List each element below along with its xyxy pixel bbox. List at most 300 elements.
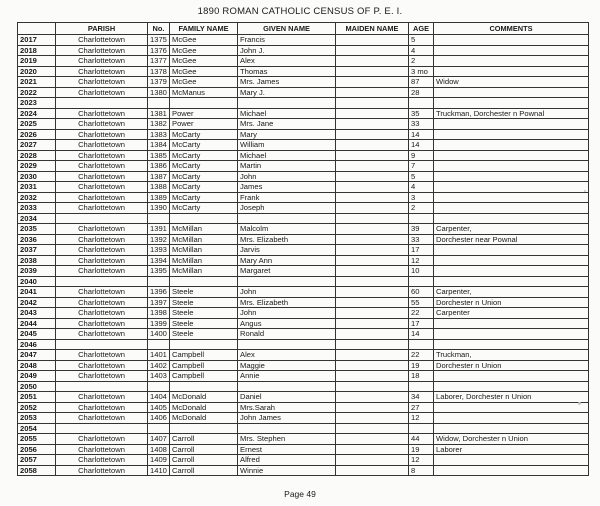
row-number: 2034 [18,213,56,224]
row-number: 2045 [18,329,56,340]
row-number: 2055 [18,434,56,445]
parish-cell: Charlottetown [56,245,148,256]
comments-cell: Widow [434,77,589,88]
given-name-cell: James [238,182,336,193]
comments-cell: Carpenter [434,308,589,319]
age-cell: 55 [409,297,434,308]
table-header-row [18,23,589,35]
parish-cell: Charlottetown [56,329,148,340]
comments-cell: Laborer [434,444,589,455]
maiden-name-cell [336,434,409,445]
family-name-cell: McGee [170,56,238,67]
number-cell: 1400 [148,329,170,340]
number-cell: 1398 [148,308,170,319]
comments-cell [434,371,589,382]
family-name-cell: McMillan [170,266,238,277]
number-cell: 1399 [148,318,170,329]
parish-cell [56,98,148,109]
age-cell: 39 [409,224,434,235]
parish-cell: Charlottetown [56,255,148,266]
given-name-cell: Alex [238,56,336,67]
row-number: 2042 [18,297,56,308]
row-number: 2041 [18,287,56,298]
parish-cell: Charlottetown [56,297,148,308]
given-name-cell: John [238,171,336,182]
row-number: 2025 [18,119,56,130]
given-name-cell: Mrs. James [238,77,336,88]
given-name-cell: Michael [238,150,336,161]
table-row [18,434,589,445]
maiden-name-cell [336,161,409,172]
row-number: 2017 [18,35,56,46]
number-cell: 1407 [148,434,170,445]
table-row [18,224,589,235]
given-name-cell: John [238,308,336,319]
maiden-name-cell [336,318,409,329]
comments-cell [434,98,589,109]
number-cell: 1408 [148,444,170,455]
parish-cell: Charlottetown [56,161,148,172]
number-cell: 1403 [148,371,170,382]
maiden-name-cell [336,276,409,287]
row-number: 2037 [18,245,56,256]
family-name-cell: McMillan [170,255,238,266]
age-cell: 14 [409,129,434,140]
table-row [18,350,589,361]
family-name-cell: McMillan [170,245,238,256]
parish-cell: Charlottetown [56,465,148,476]
age-cell: 27 [409,402,434,413]
maiden-name-cell [336,423,409,434]
table-row [18,276,589,287]
number-cell: 1390 [148,203,170,214]
number-cell: 1395 [148,266,170,277]
number-cell [148,213,170,224]
given-name-cell: Alfred [238,455,336,466]
family-name-cell: McDonald [170,392,238,403]
family-name-cell: McGee [170,45,238,56]
table-row [18,381,589,392]
header-comments: COMMENTS [434,23,589,35]
parish-cell: Charlottetown [56,224,148,235]
parish-cell: Charlottetown [56,392,148,403]
maiden-name-cell [336,392,409,403]
number-cell: 1409 [148,455,170,466]
age-cell: 2 [409,56,434,67]
row-number: 2029 [18,161,56,172]
given-name-cell: Mary [238,129,336,140]
maiden-name-cell [336,255,409,266]
family-name-cell: McCarty [170,161,238,172]
parish-cell: Charlottetown [56,444,148,455]
maiden-name-cell [336,119,409,130]
table-row [18,318,589,329]
maiden-name-cell [336,182,409,193]
row-number: 2024 [18,108,56,119]
row-number: 2050 [18,381,56,392]
parish-cell: Charlottetown [56,129,148,140]
family-name-cell: McCarty [170,129,238,140]
number-cell: 1401 [148,350,170,361]
row-number: 2040 [18,276,56,287]
maiden-name-cell [336,350,409,361]
number-cell [148,98,170,109]
table-row [18,150,589,161]
family-name-cell: McCarty [170,192,238,203]
family-name-cell [170,339,238,350]
family-name-cell: McCarty [170,203,238,214]
table-row [18,108,589,119]
table-row [18,360,589,371]
maiden-name-cell [336,266,409,277]
table-row [18,192,589,203]
maiden-name-cell [336,297,409,308]
age-cell [409,276,434,287]
number-cell: 1375 [148,35,170,46]
row-number: 2030 [18,171,56,182]
parish-cell: Charlottetown [56,56,148,67]
maiden-name-cell [336,329,409,340]
family-name-cell: McMillan [170,234,238,245]
maiden-name-cell [336,129,409,140]
number-cell: 1404 [148,392,170,403]
table-row [18,98,589,109]
comments-cell [434,56,589,67]
table-row [18,182,589,193]
comments-cell [434,45,589,56]
family-name-cell: McManus [170,87,238,98]
parish-cell: Charlottetown [56,413,148,424]
given-name-cell: Jarvis [238,245,336,256]
page-number: Page 49 [284,489,316,499]
parish-cell [56,276,148,287]
family-name-cell: Carroll [170,434,238,445]
comments-cell [434,276,589,287]
row-number: 2021 [18,77,56,88]
number-cell: 1406 [148,413,170,424]
comments-cell: Truckman, Dorchester n Pownal [434,108,589,119]
parish-cell: Charlottetown [56,360,148,371]
comments-cell [434,119,589,130]
table-row [18,339,589,350]
age-cell [409,423,434,434]
row-number: 2053 [18,413,56,424]
number-cell: 1405 [148,402,170,413]
parish-cell [56,381,148,392]
maiden-name-cell [336,371,409,382]
family-name-cell: Carroll [170,465,238,476]
given-name-cell: Ronald [238,329,336,340]
given-name-cell: William [238,140,336,151]
age-cell: 33 [409,119,434,130]
family-name-cell [170,276,238,287]
parish-cell: Charlottetown [56,234,148,245]
number-cell: 1378 [148,66,170,77]
comments-cell [434,245,589,256]
given-name-cell: Thomas [238,66,336,77]
age-cell: 28 [409,87,434,98]
comments-cell: Truckman, [434,350,589,361]
parish-cell: Charlottetown [56,140,148,151]
age-cell: 5 [409,171,434,182]
family-name-cell: McGee [170,35,238,46]
number-cell: 1389 [148,192,170,203]
comments-cell [434,171,589,182]
row-number: 2052 [18,402,56,413]
number-cell: 1383 [148,129,170,140]
table-row [18,308,589,319]
table-row [18,161,589,172]
header-family-name: FAMILY NAME [170,23,238,35]
given-name-cell: Mrs. Elizabeth [238,297,336,308]
row-number: 2057 [18,455,56,466]
maiden-name-cell [336,455,409,466]
table-row [18,234,589,245]
given-name-cell: Ernest [238,444,336,455]
comments-cell [434,161,589,172]
age-cell: 12 [409,455,434,466]
parish-cell: Charlottetown [56,35,148,46]
parish-cell: Charlottetown [56,87,148,98]
maiden-name-cell [336,213,409,224]
row-number: 2043 [18,308,56,319]
comments-cell: Carpenter, [434,287,589,298]
row-number: 2036 [18,234,56,245]
maiden-name-cell [336,140,409,151]
parish-cell: Charlottetown [56,192,148,203]
comments-cell: Widow, Dorchester n Union [434,434,589,445]
age-cell: 5 [409,35,434,46]
age-cell: 60 [409,287,434,298]
given-name-cell: Frank [238,192,336,203]
row-number: 2028 [18,150,56,161]
comments-cell [434,203,589,214]
parish-cell: Charlottetown [56,66,148,77]
family-name-cell: McDonald [170,402,238,413]
comments-cell [434,192,589,203]
table-row [18,255,589,266]
maiden-name-cell [336,35,409,46]
given-name-cell [238,276,336,287]
age-cell: 44 [409,434,434,445]
parish-cell: Charlottetown [56,77,148,88]
given-name-cell: Mrs. Stephen [238,434,336,445]
maiden-name-cell [336,98,409,109]
family-name-cell: Power [170,108,238,119]
table-row [18,402,589,413]
given-name-cell: Mrs. Elizabeth [238,234,336,245]
age-cell: 19 [409,444,434,455]
row-number: 2038 [18,255,56,266]
maiden-name-cell [336,108,409,119]
age-cell: 18 [409,371,434,382]
parish-cell: Charlottetown [56,287,148,298]
table-row [18,371,589,382]
number-cell: 1387 [148,171,170,182]
comments-cell [434,465,589,476]
number-cell: 1396 [148,287,170,298]
number-cell: 1380 [148,87,170,98]
table-row [18,119,589,130]
number-cell: 1394 [148,255,170,266]
number-cell: 1410 [148,465,170,476]
age-cell [409,98,434,109]
given-name-cell: Winnie [238,465,336,476]
given-name-cell [238,98,336,109]
age-cell: 4 [409,45,434,56]
parish-cell [56,339,148,350]
parish-cell [56,423,148,434]
number-cell: 1397 [148,297,170,308]
header-number: No. [148,23,170,35]
comments-cell [434,213,589,224]
header-row-number [18,23,56,35]
age-cell: 2 [409,203,434,214]
table-row [18,45,589,56]
family-name-cell: McCarty [170,182,238,193]
age-cell: 12 [409,255,434,266]
comments-cell [434,329,589,340]
comments-cell [434,255,589,266]
age-cell: 22 [409,308,434,319]
family-name-cell: Steele [170,318,238,329]
row-number: 2047 [18,350,56,361]
census-table [17,22,589,476]
row-number: 2018 [18,45,56,56]
given-name-cell: Mary J. [238,87,336,98]
comments-cell: Dorchester n Union [434,360,589,371]
table-row [18,465,589,476]
table-row [18,297,589,308]
number-cell: 1402 [148,360,170,371]
given-name-cell: Angus [238,318,336,329]
age-cell [409,381,434,392]
maiden-name-cell [336,465,409,476]
family-name-cell: Carroll [170,455,238,466]
row-number: 2046 [18,339,56,350]
comments-cell [434,150,589,161]
comments-cell [434,140,589,151]
family-name-cell [170,98,238,109]
age-cell: 3 mo [409,66,434,77]
age-cell: 87 [409,77,434,88]
row-number: 2044 [18,318,56,329]
row-number: 2026 [18,129,56,140]
maiden-name-cell [336,56,409,67]
number-cell: 1386 [148,161,170,172]
comments-cell [434,318,589,329]
family-name-cell [170,381,238,392]
maiden-name-cell [336,339,409,350]
given-name-cell: Annie [238,371,336,382]
given-name-cell: John J. [238,45,336,56]
family-name-cell: Steele [170,297,238,308]
parish-cell: Charlottetown [56,108,148,119]
table-row [18,266,589,277]
header-age: AGE [409,23,434,35]
comments-cell: Laborer, Dorchester n Union [434,392,589,403]
table-row [18,66,589,77]
given-name-cell: Mary Ann [238,255,336,266]
age-cell: 33 [409,234,434,245]
family-name-cell: Steele [170,308,238,319]
family-name-cell: Steele [170,287,238,298]
maiden-name-cell [336,87,409,98]
number-cell [148,339,170,350]
family-name-cell: Campbell [170,371,238,382]
given-name-cell: Malcolm [238,224,336,235]
given-name-cell: Margaret [238,266,336,277]
row-number: 2054 [18,423,56,434]
row-number: 2019 [18,56,56,67]
age-cell [409,339,434,350]
parish-cell: Charlottetown [56,402,148,413]
age-cell: 17 [409,318,434,329]
comments-cell: Dorchester near Pownal [434,234,589,245]
comments-cell [434,35,589,46]
given-name-cell: Francis [238,35,336,46]
given-name-cell: John James [238,413,336,424]
row-number: 2035 [18,224,56,235]
given-name-cell [238,339,336,350]
table-row [18,444,589,455]
maiden-name-cell [336,413,409,424]
maiden-name-cell [336,45,409,56]
parish-cell [56,213,148,224]
family-name-cell: McMillan [170,224,238,235]
age-cell: 14 [409,140,434,151]
number-cell: 1379 [148,77,170,88]
family-name-cell: Steele [170,329,238,340]
row-number: 2033 [18,203,56,214]
given-name-cell: Joseph [238,203,336,214]
family-name-cell [170,423,238,434]
table-row [18,287,589,298]
table-row [18,423,589,434]
family-name-cell: Campbell [170,360,238,371]
family-name-cell: Campbell [170,350,238,361]
number-cell: 1392 [148,234,170,245]
age-cell: 8 [409,465,434,476]
row-number: 2031 [18,182,56,193]
comments-cell [434,182,589,193]
number-cell: 1393 [148,245,170,256]
parish-cell: Charlottetown [56,182,148,193]
number-cell [148,423,170,434]
age-cell: 4 [409,182,434,193]
given-name-cell: Mrs. Jane [238,119,336,130]
comments-cell [434,402,589,413]
table-row [18,213,589,224]
given-name-cell [238,213,336,224]
number-cell: 1391 [148,224,170,235]
row-number: 2022 [18,87,56,98]
row-number: 2023 [18,98,56,109]
parish-cell: Charlottetown [56,318,148,329]
scan-speck [578,402,581,405]
parish-cell: Charlottetown [56,45,148,56]
given-name-cell: Martin [238,161,336,172]
comments-cell: Dorchester n Union [434,297,589,308]
maiden-name-cell [336,444,409,455]
given-name-cell: Michael [238,108,336,119]
comments-cell [434,339,589,350]
census-table-body [18,35,589,476]
number-cell: 1381 [148,108,170,119]
comments-cell [434,266,589,277]
given-name-cell [238,381,336,392]
given-name-cell: John [238,287,336,298]
